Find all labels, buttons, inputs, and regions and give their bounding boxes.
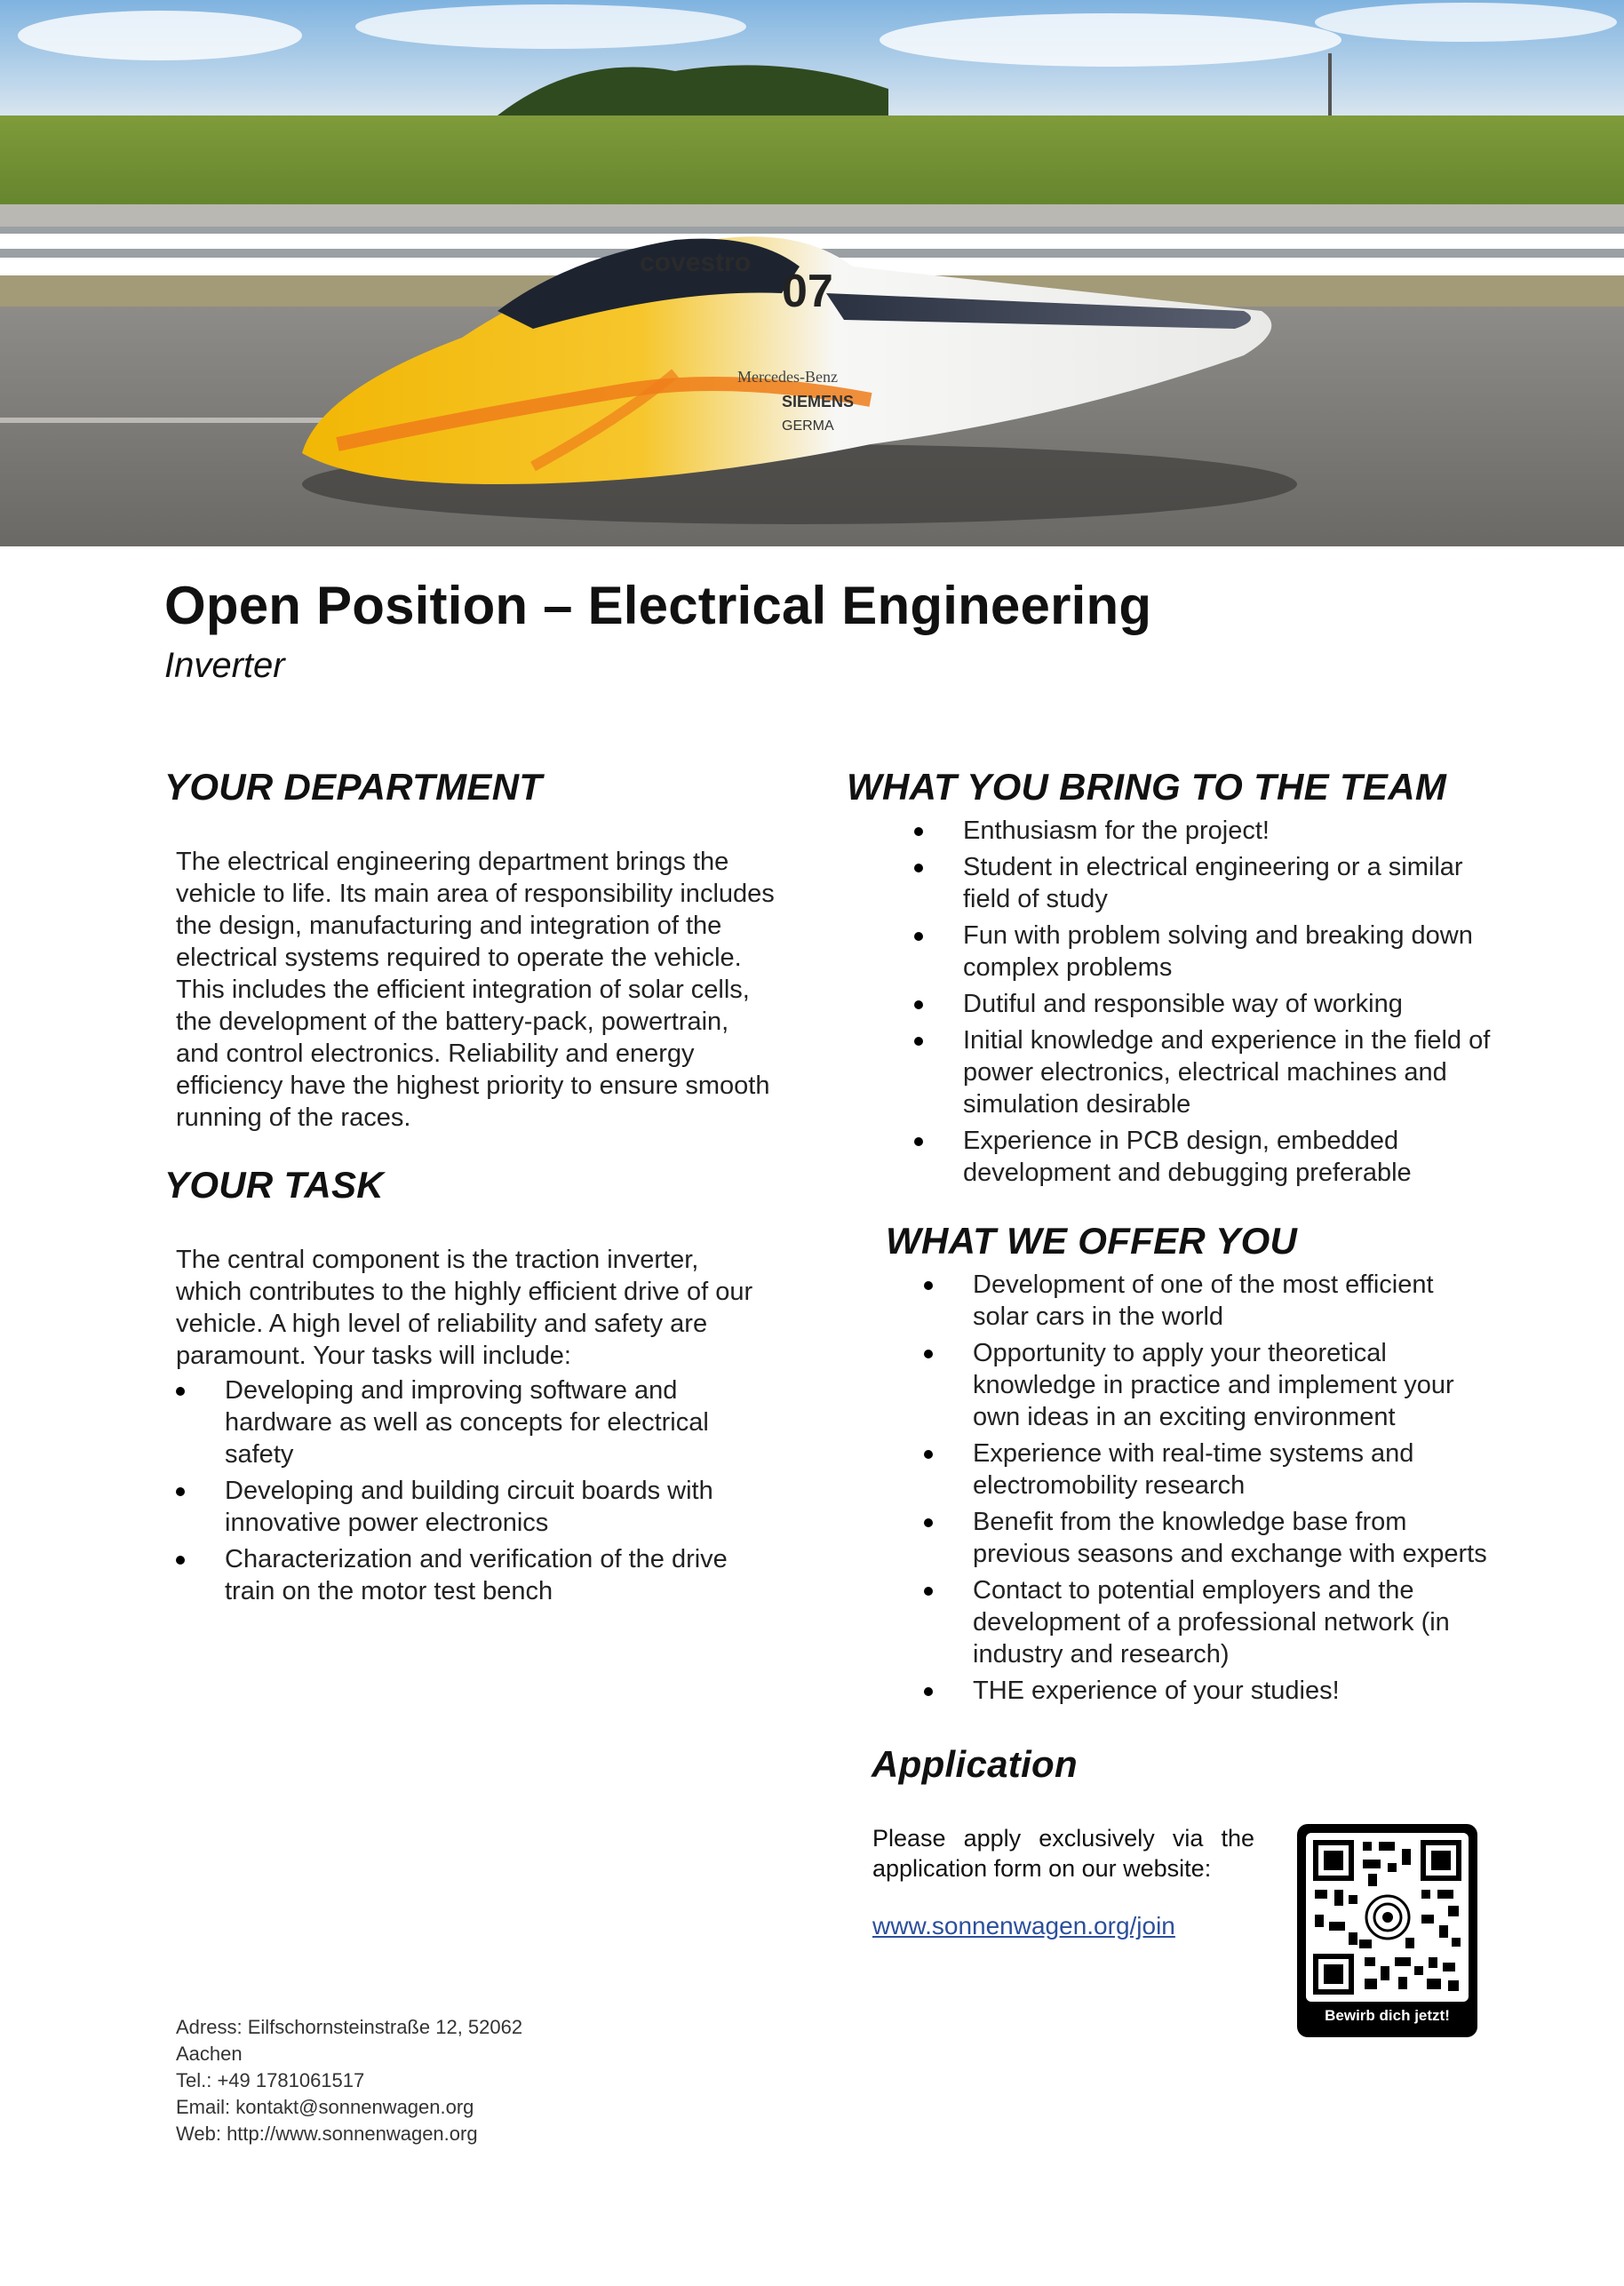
address-line: Adress: Eilfschornsteinstraße 12, 52062 bbox=[176, 2016, 523, 2038]
list-item: Contact to potential employers and the development of a professional network (in industry and research) bbox=[973, 1574, 1559, 1670]
hero-image bbox=[0, 0, 1624, 546]
list-item: Developing and building circuit boards with innovative power electronics bbox=[225, 1475, 811, 1539]
bullet-icon bbox=[924, 1450, 933, 1459]
sponsor-logo: covestro bbox=[640, 248, 752, 277]
text-line: Please apply exclusively via the bbox=[872, 1825, 1254, 1852]
bullet-icon bbox=[924, 1350, 933, 1358]
email-line: Email: kontakt@sonnenwagen.org bbox=[176, 2096, 474, 2118]
qr-code[interactable] bbox=[1297, 1824, 1477, 2037]
text-line: The central component is the traction inverter, bbox=[176, 1246, 699, 1274]
text-line: paramount. Your tasks will include: bbox=[176, 1342, 571, 1370]
sponsor-logo: Mercedes-Benz bbox=[737, 368, 838, 386]
bullet-icon bbox=[914, 1000, 923, 1009]
qr-code-image bbox=[1306, 1833, 1469, 2002]
text-line: The electrical engineering department brings the bbox=[176, 848, 729, 876]
bullet-icon bbox=[924, 1587, 933, 1596]
contact-block bbox=[176, 2014, 620, 2147]
bullet-icon bbox=[924, 1281, 933, 1290]
text-line: the development of the battery-pack, powertrain, bbox=[176, 1008, 729, 1036]
bullet-icon bbox=[914, 932, 923, 941]
list-item: Fun with problem solving and breaking down complex problems bbox=[963, 920, 1540, 984]
page-title: Open Position – Electrical Engineering bbox=[164, 576, 1152, 635]
text-line: application form on our website: bbox=[872, 1855, 1212, 1882]
text-line: running of the races. bbox=[176, 1103, 411, 1132]
list-item: Benefit from the knowledge base from previous seasons and exchange with experts bbox=[973, 1506, 1559, 1570]
offer-list bbox=[973, 1269, 1559, 1711]
list-item: THE experience of your studies! bbox=[973, 1675, 1559, 1707]
text-line: This includes the efficient integration of solar cells, bbox=[176, 976, 750, 1004]
qr-pattern-icon bbox=[1306, 1833, 1469, 2002]
text-line: efficiency have the highest priority to ensure smooth bbox=[176, 1071, 770, 1100]
web-line: Web: http://www.sonnenwagen.org bbox=[176, 2123, 478, 2145]
bullet-icon bbox=[176, 1387, 185, 1396]
text-line: and control electronics. Reliability and energy bbox=[176, 1039, 695, 1068]
address-line: Aachen bbox=[176, 2043, 243, 2065]
text-line: vehicle to life. Its main area of responsibility includes bbox=[176, 880, 775, 908]
task-list bbox=[225, 1374, 811, 1612]
text-line: the design, manufacturing and integration of the bbox=[176, 912, 722, 940]
application-link[interactable]: www.sonnenwagen.org/join bbox=[872, 1912, 1175, 1940]
bullet-icon bbox=[914, 827, 923, 836]
application-text bbox=[872, 1823, 1254, 1884]
text-line: electrical systems required to operate the vehicle. bbox=[176, 944, 742, 972]
bullet-icon bbox=[914, 1037, 923, 1046]
bullet-icon bbox=[914, 864, 923, 872]
text-line: which contributes to the highly efficient drive of our bbox=[176, 1278, 753, 1306]
bullet-icon bbox=[176, 1556, 185, 1565]
qr-caption: Bewirb dich jetzt! bbox=[1325, 2007, 1450, 2024]
sponsor-logo: SIEMENS bbox=[782, 393, 855, 410]
bullet-icon bbox=[914, 1137, 923, 1146]
bring-heading: WHAT YOU BRING TO THE TEAM bbox=[847, 766, 1447, 808]
list-item: Characterization and verification of the drive train on the motor test bench bbox=[225, 1543, 811, 1607]
list-item: Experience with real-time systems and electromobility research bbox=[973, 1438, 1559, 1501]
list-item: Dutiful and responsible way of working bbox=[963, 988, 1540, 1020]
car-number: 07 bbox=[782, 266, 833, 317]
bullet-icon bbox=[924, 1518, 933, 1527]
sponsor-logo: GERMA bbox=[782, 418, 834, 434]
application-heading: Application bbox=[872, 1743, 1078, 1785]
phone-line: Tel.: +49 1781061517 bbox=[176, 2069, 365, 2091]
page-subtitle: Inverter bbox=[164, 646, 285, 685]
bullet-icon bbox=[176, 1487, 185, 1496]
task-heading: YOUR TASK bbox=[164, 1164, 384, 1206]
list-item: Student in electrical engineering or a similar field of study bbox=[963, 851, 1540, 915]
list-item: Opportunity to apply your theoretical knowledge in practice and implement your own ideas in an exciting environment bbox=[973, 1337, 1559, 1433]
bring-list bbox=[963, 815, 1540, 1193]
department-text bbox=[176, 846, 816, 1134]
text-line: vehicle. A high level of reliability and safety are bbox=[176, 1310, 708, 1338]
list-item: Enthusiasm for the project! bbox=[963, 815, 1540, 847]
list-item: Development of one of the most efficient solar cars in the world bbox=[973, 1269, 1559, 1333]
list-item: Experience in PCB design, embedded development and debugging preferable bbox=[963, 1125, 1540, 1189]
bullet-icon bbox=[924, 1687, 933, 1696]
department-heading: YOUR DEPARTMENT bbox=[164, 766, 543, 808]
solar-car-photo bbox=[0, 0, 1624, 546]
task-text bbox=[176, 1244, 816, 1372]
list-item: Developing and improving software and hardware as well as concepts for electrical safety bbox=[225, 1374, 811, 1470]
offer-heading: WHAT WE OFFER YOU bbox=[886, 1220, 1298, 1262]
list-item: Initial knowledge and experience in the field of power electronics, electrical machines and simulation desirable bbox=[963, 1024, 1540, 1120]
